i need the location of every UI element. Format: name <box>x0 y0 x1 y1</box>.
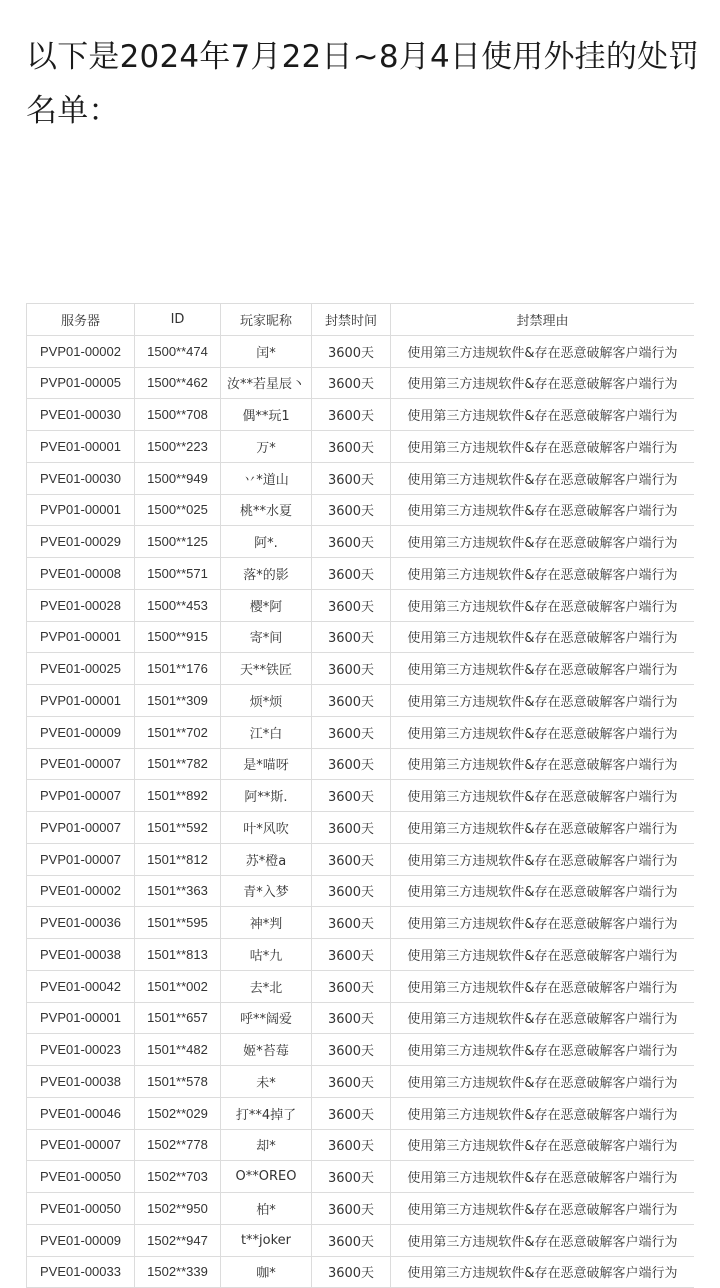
cell-id: 1500**025 <box>135 494 221 526</box>
table-row <box>27 1193 695 1225</box>
cell-nickname: 万* <box>221 431 312 463</box>
cell-id: 1500**708 <box>135 399 221 431</box>
cell-id: 1502**778 <box>135 1129 221 1161</box>
table-row <box>27 780 695 812</box>
cell-ban-reason: 使用第三方违规软件&存在恶意破解客户端行为 <box>391 1161 695 1193</box>
cell-ban-reason: 使用第三方违规软件&存在恶意破解客户端行为 <box>391 907 695 939</box>
cell-server: PVE01-00038 <box>27 1066 135 1098</box>
cell-ban-duration: 3600天 <box>312 399 391 431</box>
table-row <box>27 1034 695 1066</box>
cell-server: PVE01-00030 <box>27 399 135 431</box>
cell-nickname: 偶**玩1 <box>221 399 312 431</box>
cell-id: 1502**339 <box>135 1256 221 1288</box>
cell-server: PVE01-00023 <box>27 1034 135 1066</box>
cell-id: 1500**462 <box>135 367 221 399</box>
cell-ban-reason: 使用第三方违规软件&存在恶意破解客户端行为 <box>391 1224 695 1256</box>
cell-ban-reason: 使用第三方违规软件&存在恶意破解客户端行为 <box>391 431 695 463</box>
cell-ban-duration: 3600天 <box>312 970 391 1002</box>
cell-server: PVE01-00036 <box>27 907 135 939</box>
cell-nickname: 落*的影 <box>221 558 312 590</box>
cell-ban-duration: 3600天 <box>312 558 391 590</box>
cell-ban-duration: 3600天 <box>312 1097 391 1129</box>
cell-ban-reason: 使用第三方违规软件&存在恶意破解客户端行为 <box>391 494 695 526</box>
cell-id: 1501**578 <box>135 1066 221 1098</box>
cell-ban-reason: 使用第三方违规软件&存在恶意破解客户端行为 <box>391 780 695 812</box>
table-row <box>27 843 695 875</box>
cell-id: 1501**782 <box>135 748 221 780</box>
cell-nickname: 江*白 <box>221 716 312 748</box>
cell-server: PVP01-00002 <box>27 335 135 367</box>
table-row <box>27 685 695 717</box>
cell-id: 1501**595 <box>135 907 221 939</box>
cell-server: PVE01-00009 <box>27 716 135 748</box>
cell-id: 1500**474 <box>135 335 221 367</box>
cell-ban-reason: 使用第三方违规软件&存在恶意破解客户端行为 <box>391 399 695 431</box>
table-row <box>27 399 695 431</box>
cell-id: 1500**571 <box>135 558 221 590</box>
table-row <box>27 526 695 558</box>
table-row <box>27 367 695 399</box>
cell-id: 1501**002 <box>135 970 221 1002</box>
cell-id: 1501**702 <box>135 716 221 748</box>
cell-ban-duration: 3600天 <box>312 367 391 399</box>
cell-ban-reason: 使用第三方违规软件&存在恶意破解客户端行为 <box>391 748 695 780</box>
cell-nickname: 桃**水夏 <box>221 494 312 526</box>
cell-ban-duration: 3600天 <box>312 589 391 621</box>
cell-server: PVP01-00007 <box>27 843 135 875</box>
cell-ban-reason: 使用第三方违规软件&存在恶意破解客户端行为 <box>391 335 695 367</box>
cell-ban-duration: 3600天 <box>312 939 391 971</box>
cell-server: PVE01-00042 <box>27 970 135 1002</box>
table-body <box>27 335 695 1288</box>
cell-ban-reason: 使用第三方违规软件&存在恶意破解客户端行为 <box>391 1129 695 1161</box>
table-row <box>27 558 695 590</box>
table-row <box>27 494 695 526</box>
cell-server: PVE01-00007 <box>27 1129 135 1161</box>
cell-ban-reason: 使用第三方违规软件&存在恶意破解客户端行为 <box>391 685 695 717</box>
cell-server: PVE01-00001 <box>27 431 135 463</box>
cell-nickname: 阿*. <box>221 526 312 558</box>
table-row <box>27 875 695 907</box>
header-nickname: 玩家昵称 <box>221 304 312 336</box>
table-row <box>27 748 695 780</box>
cell-ban-duration: 3600天 <box>312 843 391 875</box>
cell-server: PVP01-00007 <box>27 780 135 812</box>
cell-server: PVE01-00008 <box>27 558 135 590</box>
cell-ban-reason: 使用第三方违规软件&存在恶意破解客户端行为 <box>391 462 695 494</box>
cell-nickname: 青*入梦 <box>221 875 312 907</box>
cell-ban-duration: 3600天 <box>312 1066 391 1098</box>
cell-ban-duration: 3600天 <box>312 526 391 558</box>
table-row <box>27 335 695 367</box>
cell-server: PVE01-00050 <box>27 1161 135 1193</box>
cell-ban-duration: 3600天 <box>312 1129 391 1161</box>
page-title: 以下是2024年7月22日~8月4日使用外挂的处罚名单： <box>26 39 700 129</box>
cell-ban-duration: 3600天 <box>312 875 391 907</box>
header-ban-duration: 封禁时间 <box>312 304 391 336</box>
table-row <box>27 1129 695 1161</box>
cell-ban-reason: 使用第三方违规软件&存在恶意破解客户端行为 <box>391 1002 695 1034</box>
cell-ban-duration: 3600天 <box>312 907 391 939</box>
cell-server: PVE01-00050 <box>27 1193 135 1225</box>
cell-ban-duration: 3600天 <box>312 748 391 780</box>
table-row <box>27 431 695 463</box>
cell-ban-duration: 3600天 <box>312 621 391 653</box>
cell-ban-duration: 3600天 <box>312 685 391 717</box>
table-row <box>27 1256 695 1288</box>
cell-server: PVE01-00009 <box>27 1224 135 1256</box>
cell-ban-reason: 使用第三方违规软件&存在恶意破解客户端行为 <box>391 1193 695 1225</box>
table-header-row <box>27 304 695 336</box>
cell-id: 1501**176 <box>135 653 221 685</box>
cell-ban-reason: 使用第三方违规软件&存在恶意破解客户端行为 <box>391 367 695 399</box>
cell-id: 1500**915 <box>135 621 221 653</box>
table-row <box>27 907 695 939</box>
cell-nickname: 寄*间 <box>221 621 312 653</box>
table-row <box>27 1002 695 1034</box>
cell-id: 1500**949 <box>135 462 221 494</box>
cell-id: 1502**947 <box>135 1224 221 1256</box>
cell-server: PVP01-00005 <box>27 367 135 399</box>
table-row <box>27 939 695 971</box>
table-row <box>27 1161 695 1193</box>
table-row <box>27 1224 695 1256</box>
cell-ban-reason: 使用第三方违规软件&存在恶意破解客户端行为 <box>391 1256 695 1288</box>
cell-nickname: 叶*风吹 <box>221 812 312 844</box>
cell-nickname: O**OREO <box>221 1161 312 1193</box>
punishment-table <box>26 303 695 1288</box>
cell-nickname: 却* <box>221 1129 312 1161</box>
header-ban-reason: 封禁理由 <box>391 304 695 336</box>
cell-ban-duration: 3600天 <box>312 780 391 812</box>
cell-nickname: t**joker <box>221 1224 312 1256</box>
cell-server: PVE01-00038 <box>27 939 135 971</box>
table-row <box>27 970 695 1002</box>
cell-ban-reason: 使用第三方违规软件&存在恶意破解客户端行为 <box>391 1097 695 1129</box>
cell-ban-reason: 使用第三方违规软件&存在恶意破解客户端行为 <box>391 1034 695 1066</box>
table-row <box>27 589 695 621</box>
cell-nickname: 樱*阿 <box>221 589 312 621</box>
cell-id: 1501**892 <box>135 780 221 812</box>
cell-server: PVE01-00028 <box>27 589 135 621</box>
cell-nickname: 咖* <box>221 1256 312 1288</box>
cell-server: PVE01-00007 <box>27 748 135 780</box>
cell-ban-reason: 使用第三方违规软件&存在恶意破解客户端行为 <box>391 589 695 621</box>
cell-nickname: 丷*道山 <box>221 462 312 494</box>
cell-server: PVE01-00046 <box>27 1097 135 1129</box>
cell-ban-duration: 3600天 <box>312 812 391 844</box>
cell-ban-duration: 3600天 <box>312 1224 391 1256</box>
cell-ban-duration: 3600天 <box>312 1034 391 1066</box>
table-row <box>27 621 695 653</box>
cell-nickname: 阿**斯. <box>221 780 312 812</box>
cell-server: PVP01-00001 <box>27 621 135 653</box>
cell-id: 1501**363 <box>135 875 221 907</box>
header-server: 服务器 <box>27 304 135 336</box>
cell-server: PVE01-00033 <box>27 1256 135 1288</box>
cell-id: 1501**592 <box>135 812 221 844</box>
cell-server: PVE01-00029 <box>27 526 135 558</box>
cell-ban-duration: 3600天 <box>312 1256 391 1288</box>
cell-nickname: 是*喵呀 <box>221 748 312 780</box>
cell-ban-duration: 3600天 <box>312 462 391 494</box>
cell-server: PVE01-00030 <box>27 462 135 494</box>
cell-ban-reason: 使用第三方违规软件&存在恶意破解客户端行为 <box>391 621 695 653</box>
cell-ban-duration: 3600天 <box>312 653 391 685</box>
cell-ban-reason: 使用第三方违规软件&存在恶意破解客户端行为 <box>391 843 695 875</box>
cell-ban-reason: 使用第三方违规软件&存在恶意破解客户端行为 <box>391 1066 695 1098</box>
cell-ban-duration: 3600天 <box>312 431 391 463</box>
cell-server: PVP01-00001 <box>27 685 135 717</box>
cell-nickname: 呼**阔爱 <box>221 1002 312 1034</box>
cell-nickname: 打**4掉了 <box>221 1097 312 1129</box>
table-row <box>27 716 695 748</box>
cell-ban-duration: 3600天 <box>312 1161 391 1193</box>
cell-id: 1500**125 <box>135 526 221 558</box>
cell-id: 1501**657 <box>135 1002 221 1034</box>
header-id: ID <box>135 304 221 336</box>
cell-nickname: 闰* <box>221 335 312 367</box>
cell-ban-reason: 使用第三方违规软件&存在恶意破解客户端行为 <box>391 716 695 748</box>
cell-ban-duration: 3600天 <box>312 1002 391 1034</box>
table-row <box>27 1097 695 1129</box>
cell-server: PVE01-00025 <box>27 653 135 685</box>
cell-ban-reason: 使用第三方违规软件&存在恶意破解客户端行为 <box>391 875 695 907</box>
cell-nickname: 汝**若星辰丶 <box>221 367 312 399</box>
cell-id: 1501**812 <box>135 843 221 875</box>
cell-ban-reason: 使用第三方违规软件&存在恶意破解客户端行为 <box>391 939 695 971</box>
table-row <box>27 653 695 685</box>
cell-id: 1502**703 <box>135 1161 221 1193</box>
cell-nickname: 未* <box>221 1066 312 1098</box>
table-row <box>27 812 695 844</box>
cell-server: PVP01-00001 <box>27 494 135 526</box>
cell-id: 1501**482 <box>135 1034 221 1066</box>
table-clip-edge <box>694 303 696 1288</box>
punishment-table-container <box>26 303 696 1288</box>
cell-id: 1501**309 <box>135 685 221 717</box>
cell-nickname: 苏*橙a <box>221 843 312 875</box>
cell-ban-reason: 使用第三方违规软件&存在恶意破解客户端行为 <box>391 653 695 685</box>
cell-nickname: 柏* <box>221 1193 312 1225</box>
cell-nickname: 天**铁匠 <box>221 653 312 685</box>
cell-ban-duration: 3600天 <box>312 335 391 367</box>
cell-nickname: 烦*烦 <box>221 685 312 717</box>
cell-ban-duration: 3600天 <box>312 716 391 748</box>
cell-id: 1502**029 <box>135 1097 221 1129</box>
cell-id: 1500**453 <box>135 589 221 621</box>
table-row <box>27 462 695 494</box>
cell-nickname: 神*判 <box>221 907 312 939</box>
cell-server: PVE01-00002 <box>27 875 135 907</box>
cell-id: 1501**813 <box>135 939 221 971</box>
cell-ban-reason: 使用第三方违规软件&存在恶意破解客户端行为 <box>391 526 695 558</box>
cell-ban-reason: 使用第三方违规软件&存在恶意破解客户端行为 <box>391 970 695 1002</box>
cell-nickname: 咕*九 <box>221 939 312 971</box>
cell-server: PVP01-00001 <box>27 1002 135 1034</box>
cell-ban-reason: 使用第三方违规软件&存在恶意破解客户端行为 <box>391 812 695 844</box>
table-row <box>27 1066 695 1098</box>
cell-nickname: 去*北 <box>221 970 312 1002</box>
cell-ban-reason: 使用第三方违规软件&存在恶意破解客户端行为 <box>391 558 695 590</box>
cell-ban-duration: 3600天 <box>312 1193 391 1225</box>
cell-server: PVP01-00007 <box>27 812 135 844</box>
cell-ban-duration: 3600天 <box>312 494 391 526</box>
cell-id: 1500**223 <box>135 431 221 463</box>
cell-id: 1502**950 <box>135 1193 221 1225</box>
cell-nickname: 姬*苔莓 <box>221 1034 312 1066</box>
